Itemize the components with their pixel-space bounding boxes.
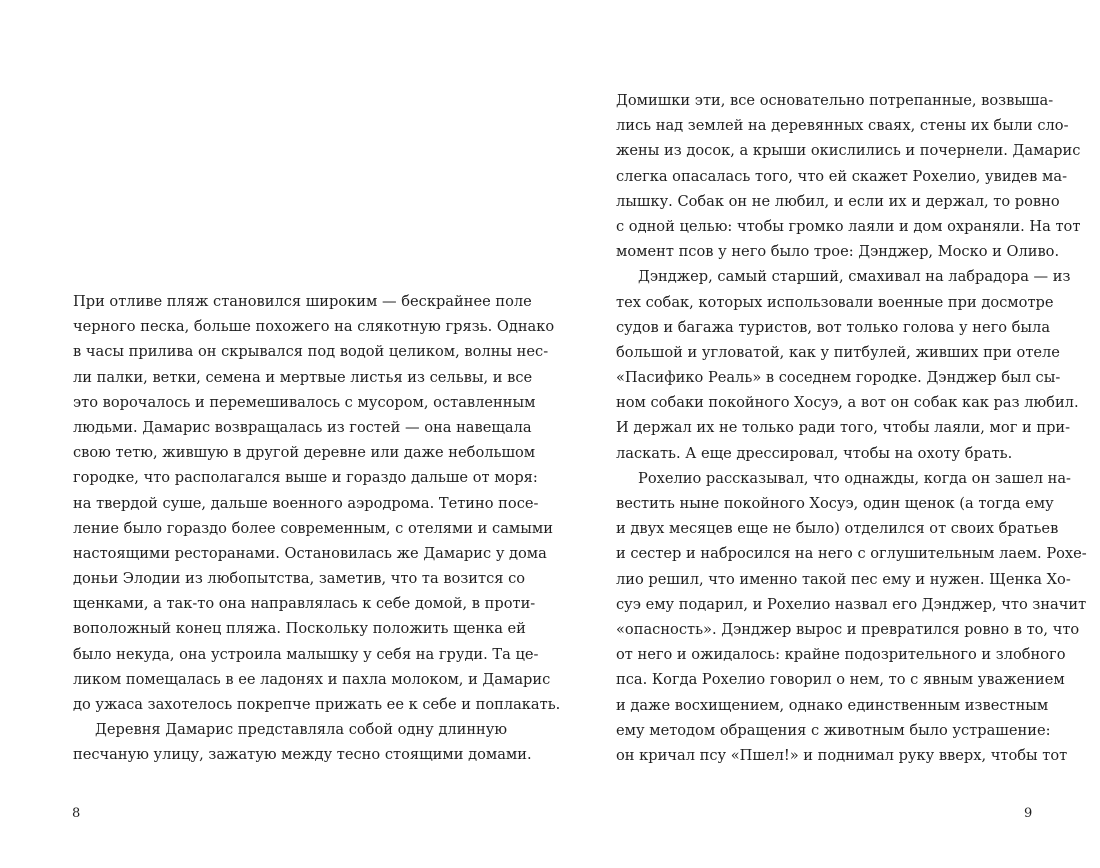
text-line: он кричал псу «Пшел!» и поднимал руку вверх, чтобы тот bbox=[616, 746, 1068, 764]
text-line: ласкать. А еще дрессировал, чтобы на охоту брать. bbox=[616, 444, 1013, 462]
text-line: лышку. Собак он не любил, и если их и держал, то ровно bbox=[616, 192, 1060, 210]
text-line: от него и ожидалось: крайне подозрительного и злобного bbox=[616, 646, 1066, 664]
text-line: И держал их не только ради того, чтобы лаяли, мог и при- bbox=[616, 419, 1071, 437]
text-line: ликом помещалась в ее ладонях и пахла молоком, и Дамарис bbox=[73, 670, 551, 688]
text-line: свою тетю, жившую в другой деревне или даже небольшом bbox=[73, 444, 536, 462]
text-line: было некуда, она устроила малышку у себя на груди. Та це- bbox=[73, 645, 539, 663]
text-line: ли палки, ветки, семена и мертвые листья из сельвы, и все bbox=[73, 368, 533, 386]
left-page-text bbox=[73, 289, 561, 768]
text-line: суэ ему подарил, и Рохелио назвал его Дэнджер, что значит bbox=[616, 595, 1087, 613]
text-line: черного песка, больше похожего на слякотную грязь. Однако bbox=[73, 318, 555, 336]
text-line: и двух месяцев еще не было) отделился от своих братьев bbox=[616, 520, 1059, 538]
text-line: момент псов у него было трое: Дэнджер, Моско и Оливо. bbox=[616, 243, 1060, 261]
text-line: При отливе пляж становился широким — бескрайнее поле bbox=[73, 293, 532, 310]
text-line: до ужаса захотелось покрепче прижать ее к себе и поплакать. bbox=[73, 696, 561, 713]
text-line: тех собак, которых использовали военные при досмотре bbox=[616, 293, 1054, 311]
text-line: пса. Когда Рохелио говорил о нем, то с явным уважением bbox=[616, 671, 1065, 689]
text-line: Домишки эти, все основательно потрепанные, возвыша- bbox=[616, 92, 1054, 109]
text-line: «опасность». Дэнджер вырос и превратился ровно в то, что bbox=[616, 620, 1080, 638]
text-line: вестить ныне покойного Хосуэ, один щенок (а тогда ему bbox=[616, 495, 1054, 512]
paragraph-first-line: Рохелио рассказывал, что однажды, когда он зашел на- bbox=[638, 469, 1071, 487]
text-line: слегка опасалась того, что ей скажет Рохелио, увидев ма- bbox=[616, 167, 1068, 185]
text-line: настоящими ресторанами. Остановилась же Дамарис у дома bbox=[73, 544, 547, 562]
text-line: песчаную улицу, зажатую между тесно стоящими домами. bbox=[73, 746, 532, 764]
text-line: в часы прилива он скрывался под водой целиком, волны нес- bbox=[73, 343, 549, 361]
text-line: городке, что располагался выше и гораздо дальше от моря: bbox=[73, 469, 538, 487]
text-line: и даже восхищением, однако единственным известным bbox=[616, 696, 1049, 714]
text-line: лио решил, что именно такой пес ему и нужен. Щенка Хо- bbox=[616, 570, 1071, 588]
paragraph-first-line: Дэнджер, самый старший, смахивал на лабрадора — из bbox=[638, 268, 1071, 286]
text-line: это ворочалось и перемешивалось с мусором, оставленным bbox=[73, 393, 536, 411]
text-line: с одной целью: чтобы громко лаяли и дом охраняли. На тот bbox=[616, 217, 1081, 235]
paragraph-first-line: Деревня Дамарис представляла собой одну длинную bbox=[95, 721, 508, 739]
text-line: на твердой суше, дальше военного аэродрома. Тетино посе- bbox=[73, 494, 539, 512]
text-line: ном собаки покойного Хосуэ, а вот он собак как раз любил. bbox=[616, 394, 1079, 412]
right-page-text bbox=[616, 88, 1087, 768]
text-line: большой и угловатой, как у питбулей, живших при отеле bbox=[616, 343, 1060, 361]
text-line: воположный конец пляжа. Поскольку положить щенка ей bbox=[73, 620, 526, 638]
text-line: щенками, а так-то она направлялась к себе домой, в проти- bbox=[73, 595, 536, 613]
text-line: и сестер и набросился на него с оглушительным лаем. Рохе- bbox=[616, 545, 1087, 563]
text-line: ему методом обращения с животным было устрашение: bbox=[616, 721, 1051, 739]
text-line: «Пасифико Реаль» в соседнем городке. Дэнджер был сы- bbox=[616, 369, 1061, 387]
right-page bbox=[550, 0, 1100, 868]
right-page-number: 9 bbox=[1024, 806, 1033, 821]
text-line: людьми. Дамарис возвращалась из гостей — она навещала bbox=[73, 418, 532, 436]
text-line: доньи Элодии из любопытства, заметив, что та возится со bbox=[73, 570, 526, 588]
left-page-number: 8 bbox=[72, 806, 81, 821]
text-line: лись над землей на деревянных сваях, стены их были сло- bbox=[616, 117, 1069, 135]
text-line: жены из досок, а крыши окислились и почернели. Дамарис bbox=[616, 142, 1081, 160]
text-line: ление было гораздо более современным, с отелями и самыми bbox=[73, 519, 553, 537]
text-line: судов и багажа туристов, вот только голова у него была bbox=[616, 318, 1051, 336]
